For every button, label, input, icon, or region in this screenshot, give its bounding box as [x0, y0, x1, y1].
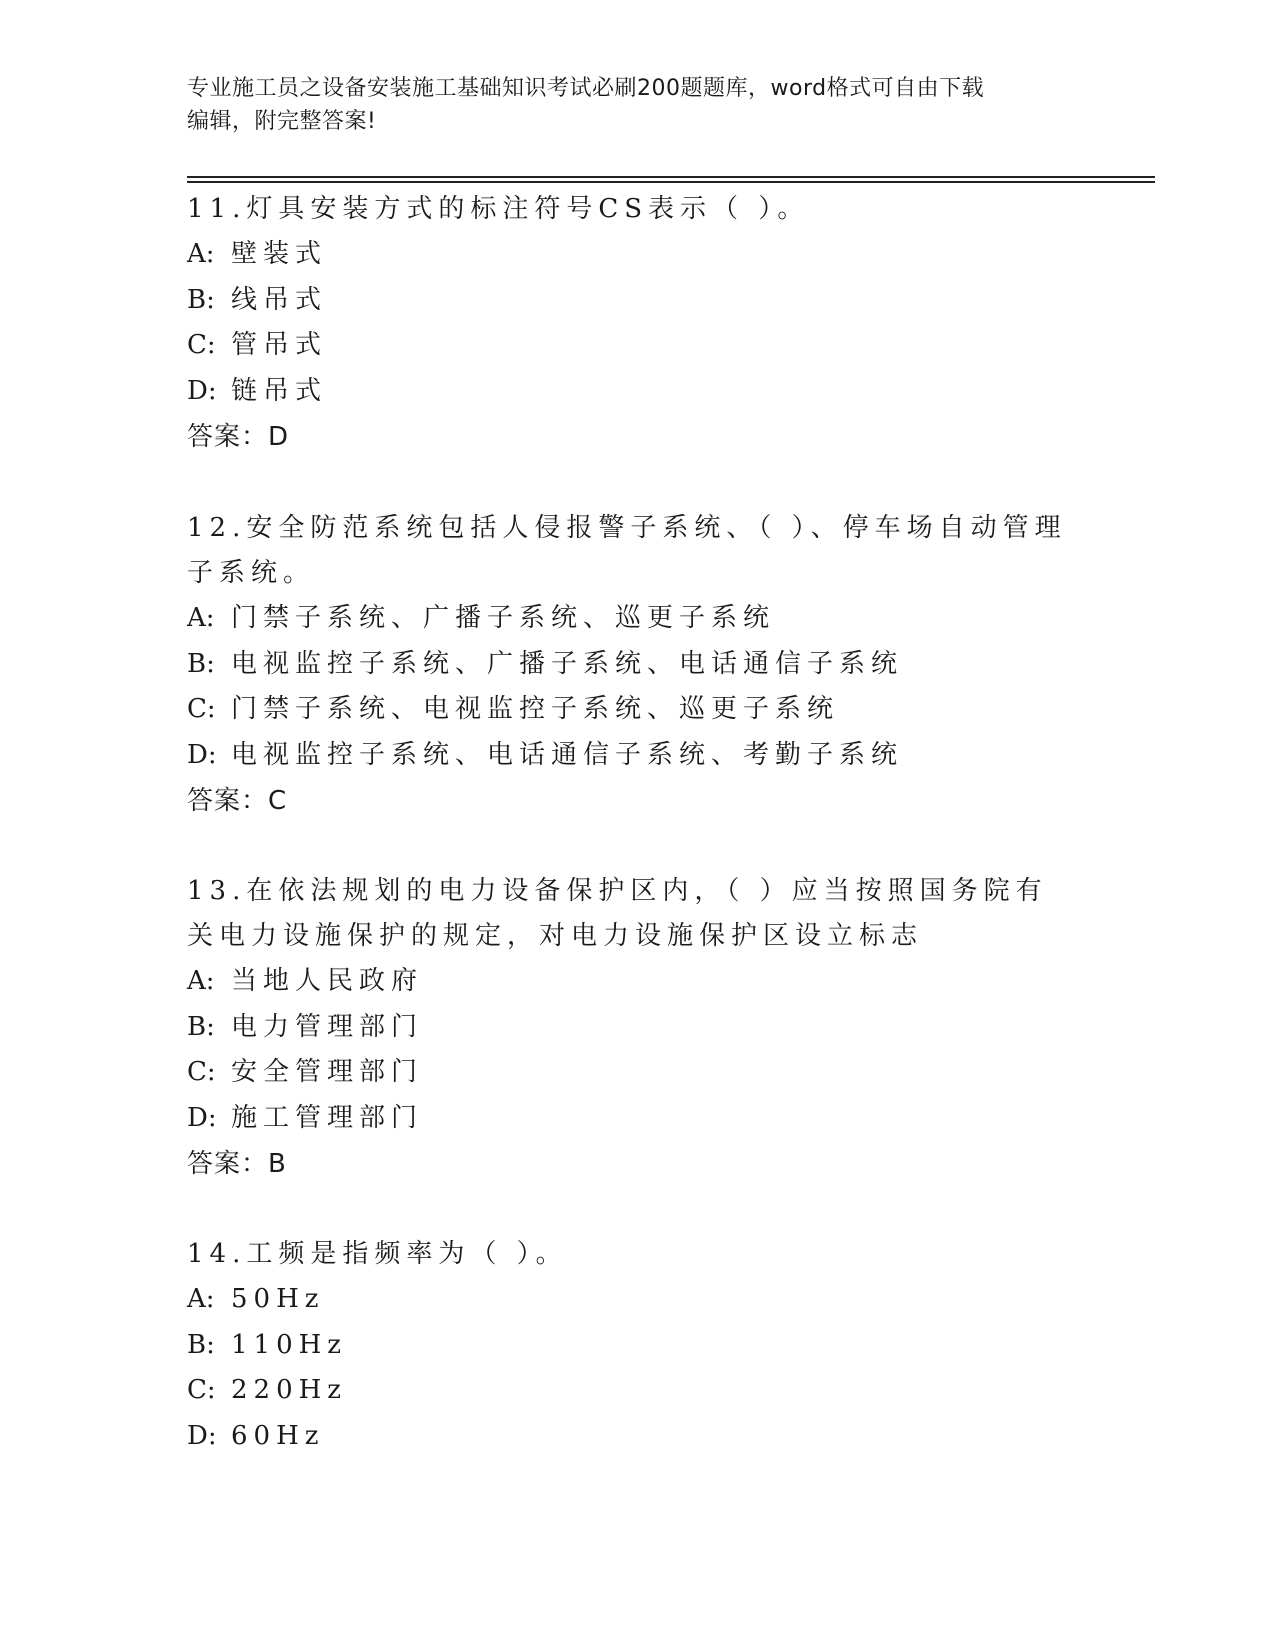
question-stem: 13.在依法规划的电力设备保护区内，（ ）应当按照国务院有关电力设施保护的规定，对电力设施保护区设立标志 [187, 876, 1048, 951]
option-d [187, 369, 1067, 415]
option-label: B: [187, 284, 215, 315]
option-label: A: [187, 966, 215, 996]
option-c [187, 1050, 1067, 1096]
option-c [187, 1368, 1067, 1414]
option-text: 安全管理部门 [231, 1057, 424, 1087]
option-text: 220Hz [231, 1375, 347, 1405]
option-a [187, 1277, 1067, 1323]
option-d [187, 733, 1067, 779]
option-a [187, 959, 1067, 1005]
option-text: 线吊式 [231, 284, 328, 315]
header-divider-bottom [187, 181, 1155, 183]
option-text: 壁装式 [231, 239, 328, 269]
option-text: 施工管理部门 [231, 1102, 424, 1133]
document-header [187, 72, 1067, 138]
option-label: B: [187, 648, 215, 679]
option-text: 电视监控子系统、广播子系统、电话通信子系统 [231, 648, 904, 679]
option-label: C: [187, 694, 216, 724]
question-stem: 14.工频是指频率为（ ）。 [187, 1239, 568, 1269]
option-label: D: [187, 375, 217, 406]
option-b [187, 642, 1067, 688]
header-divider-top [187, 176, 1155, 178]
option-b [187, 278, 1067, 324]
option-text: 电视监控子系统、电话通信子系统、考勤子系统 [231, 739, 904, 770]
option-text: 当地人民政府 [231, 966, 424, 996]
answer-line: 答案：C [187, 786, 288, 816]
question-stem: 12.安全防范系统包括人侵报警子系统、（ ）、停车场自动管理子系统。 [187, 513, 1067, 588]
option-text: 管吊式 [231, 330, 328, 360]
header-line-2: 编辑，附完整答案! [187, 109, 377, 134]
option-label: A: [187, 1284, 215, 1314]
option-d [187, 1096, 1067, 1142]
option-d [187, 1414, 1067, 1460]
option-label: B: [187, 1329, 215, 1360]
option-label: A: [187, 603, 215, 633]
option-a [187, 232, 1067, 278]
option-b [187, 1005, 1067, 1051]
option-text: 门禁子系统、广播子系统、巡更子系统 [231, 603, 776, 633]
option-label: C: [187, 330, 216, 360]
option-text: 链吊式 [231, 375, 328, 406]
option-text: 50Hz [231, 1284, 325, 1314]
option-text: 60Hz [231, 1420, 325, 1451]
option-label: D: [187, 1420, 217, 1451]
question-block [187, 1232, 1067, 1459]
question-block [187, 187, 1067, 460]
option-text: 110Hz [231, 1329, 347, 1360]
option-b [187, 1323, 1067, 1369]
option-c [187, 323, 1067, 369]
option-label: C: [187, 1375, 216, 1405]
option-a [187, 596, 1067, 642]
question-block [187, 506, 1067, 824]
answer-line: 答案：B [187, 1149, 287, 1179]
answer-line: 答案：D [187, 422, 290, 452]
option-label: D: [187, 1102, 217, 1133]
question-stem: 11.灯具安装方式的标注符号CS表示（ ）。 [187, 194, 810, 224]
option-label: C: [187, 1057, 216, 1087]
option-text: 电力管理部门 [231, 1011, 424, 1042]
option-label: D: [187, 739, 217, 770]
option-label: A: [187, 239, 215, 269]
option-c [187, 687, 1067, 733]
header-line-1: 专业施工员之设备安装施工基础知识考试必刷200题题库，word格式可自由下载 [187, 76, 985, 101]
question-block [187, 869, 1067, 1187]
option-label: B: [187, 1011, 215, 1042]
option-text: 门禁子系统、电视监控子系统、巡更子系统 [231, 694, 840, 724]
